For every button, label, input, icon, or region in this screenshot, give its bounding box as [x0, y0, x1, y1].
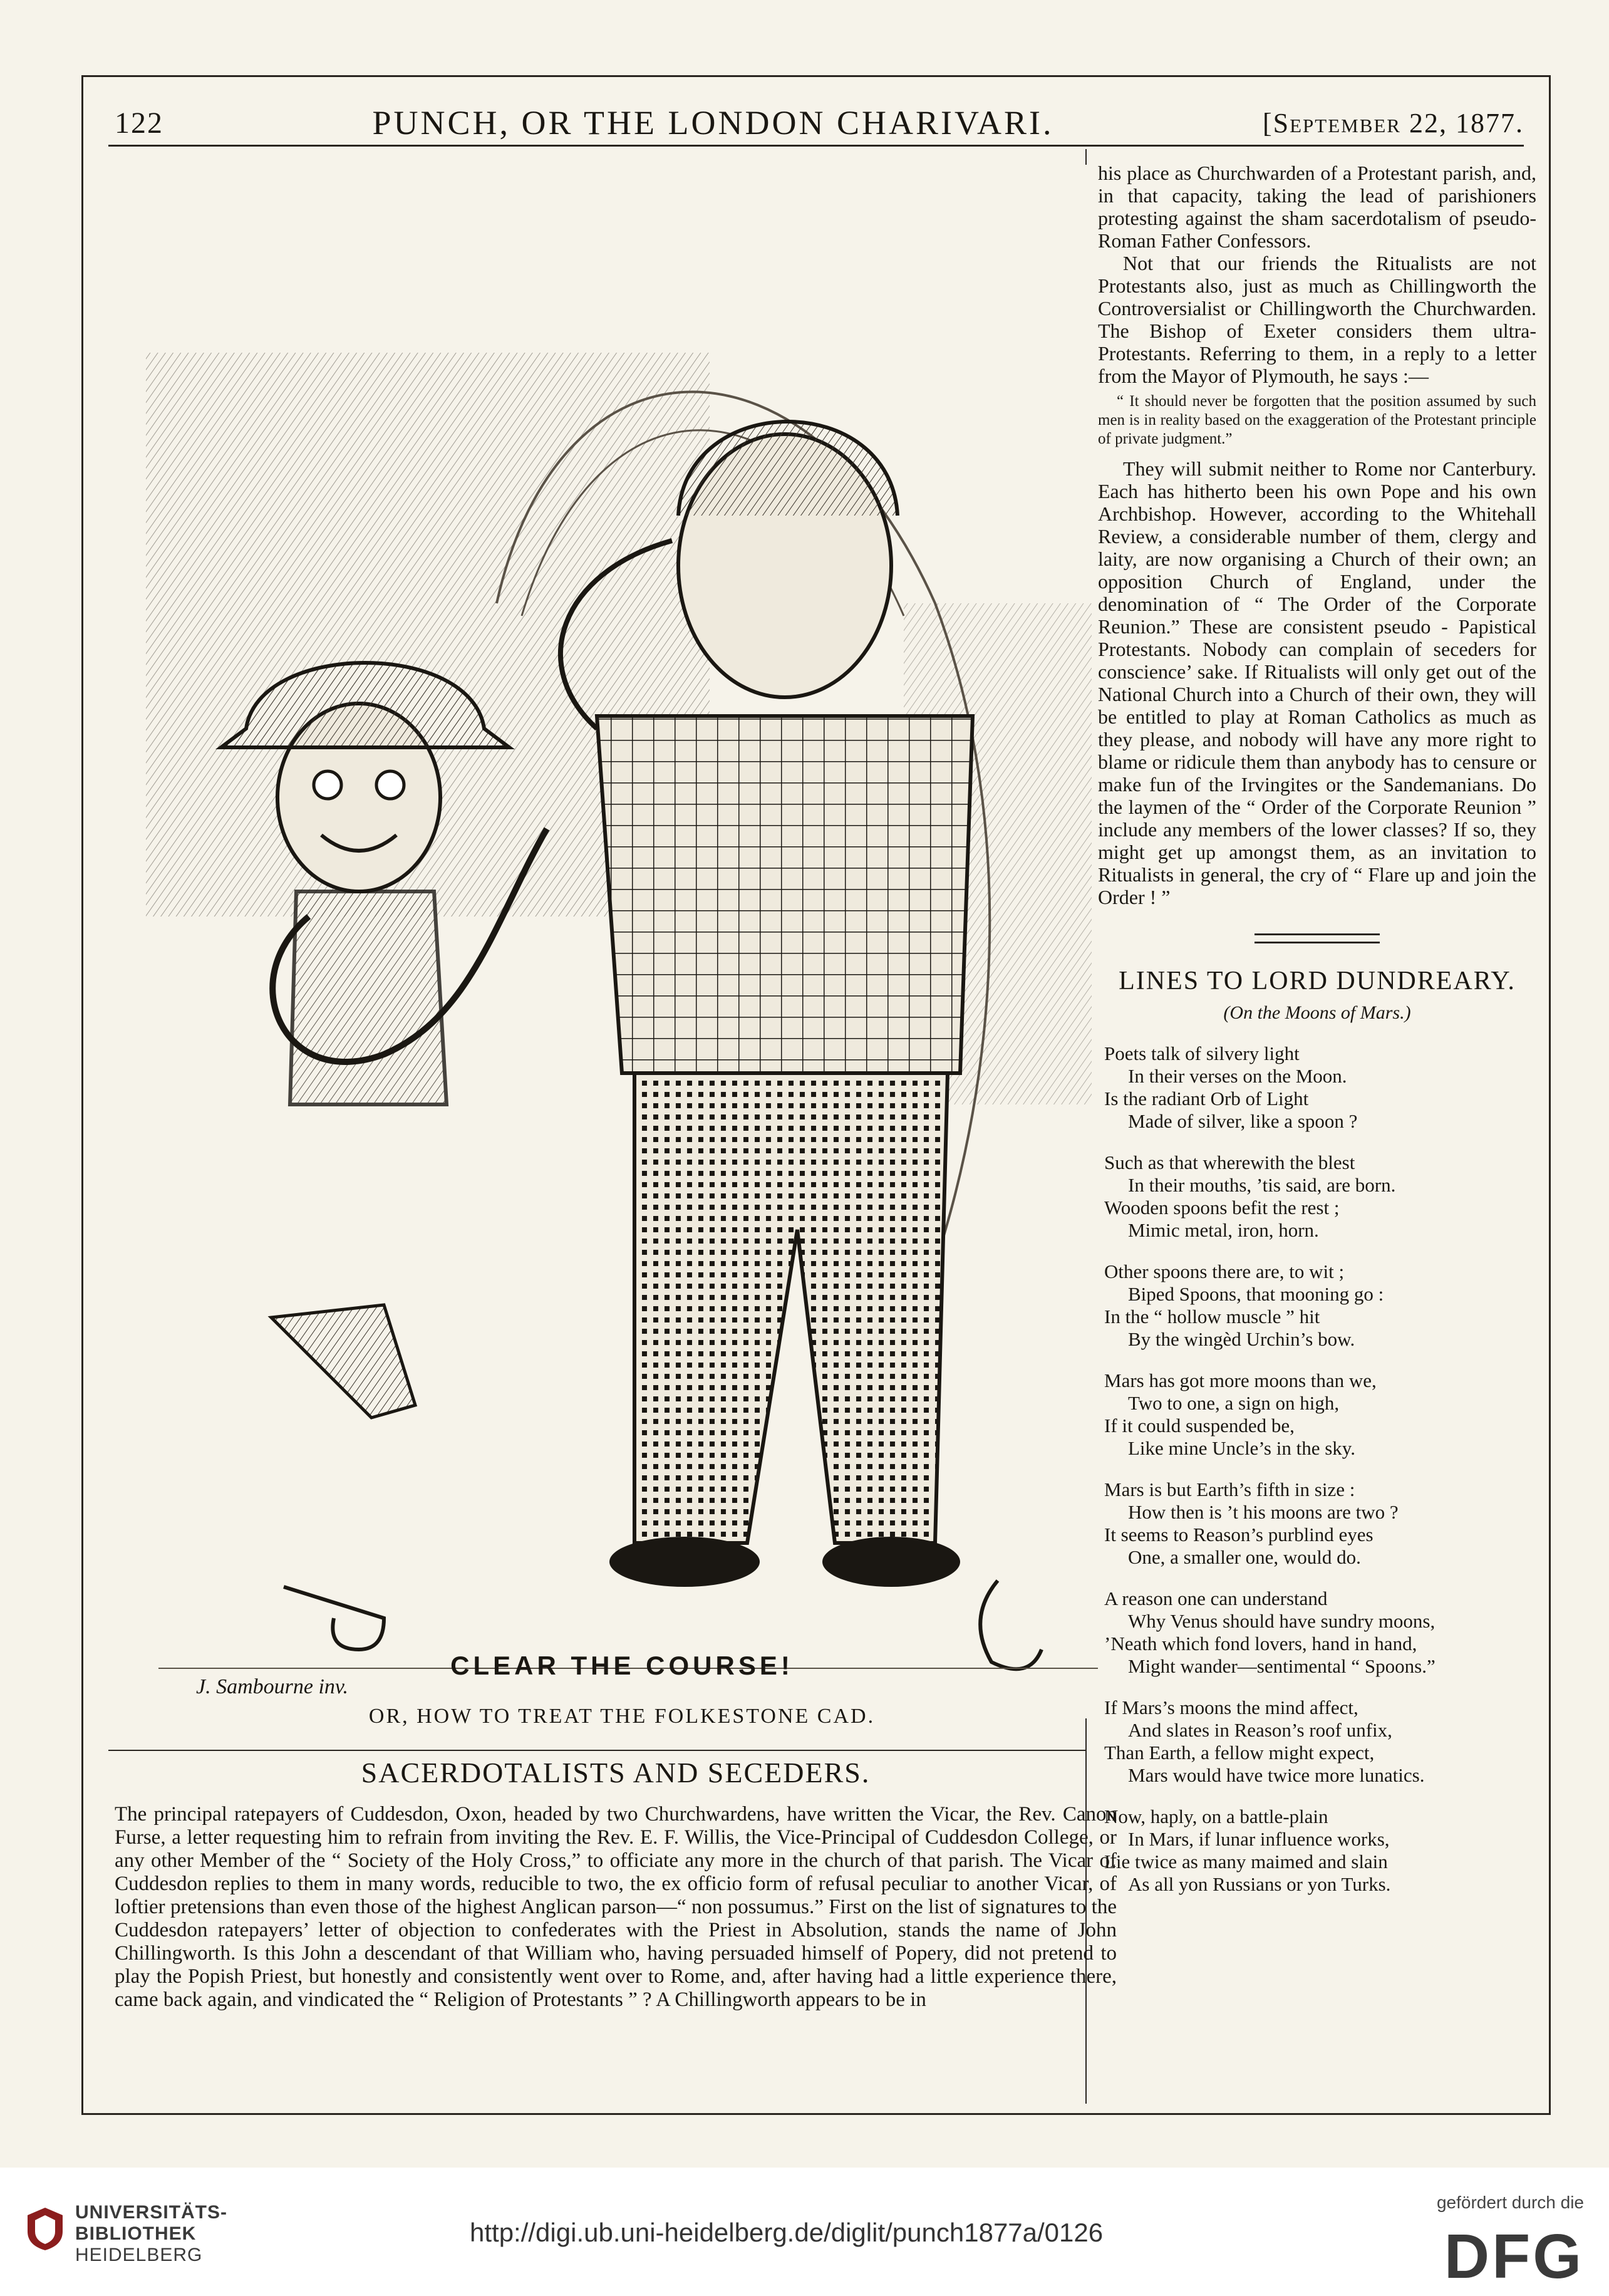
right-para-2: Not that our friends the Ritualists are not Protestants also, just as much as Chillingworth the Controversialist or Chillingworth the Churchwarden. The Bishop of Exeter considers them ultra-Protestants. Referring to them, in a reply to a letter from the Mayor of Plymouth, he says :— [1098, 252, 1536, 387]
poem-line: Mimic metal, iron, horn. [1128, 1219, 1319, 1241]
poem-line: Mars is but Earth’s fifth in size : [1104, 1478, 1355, 1500]
poem-line: Lie twice as many maimed and slain [1104, 1851, 1388, 1873]
poem-line: Mars has got more moons than we, [1104, 1369, 1377, 1391]
right-para-3: They will submit neither to Rome nor Canterbury. Each has hitherto been his own Pope and his own Archbishop. However, according to the Whitehall Review, a considerable number of them, clergy and laity, are now organising a Church of their own; an opposition Church of England, under the denomination of “ The Order of the Corporate Reunion.” These are consistent pseudo - Papistical Protestants. Nobody can complain of seceders for conscience’ sake. If Ritualists will only get out of the National Church into a Church of their own, they will be entitled to play at Roman Catholics as much as they please, and nobody will have any more right to blame or ridicule them than anybody has to censure or make fun of the Irvingites or the Sandemanians. Do the laymen of the “ Order of the Corporate Reunion ” include any members of the lower classes? If so, they might get up amongst them, as an invitation to Ritualists in general, the cry of “ Flare up and join the Order ! ” [1098, 457, 1536, 908]
poem-line: By the wingèd Urchin’s bow. [1128, 1328, 1355, 1350]
article-sacerdotalists [115, 1756, 1117, 2012]
poem-stanza [1098, 1478, 1536, 1569]
cartoon-illustration [121, 165, 1123, 1718]
newspaper-page [81, 75, 1551, 2115]
poem-body [1098, 1042, 1536, 1896]
poem-line: In the “ hollow muscle ” hit [1104, 1306, 1320, 1327]
article-body: The principal ratepayers of Cuddesdon, Oxon, headed by two Churchwardens, have written the Vicar, the Rev. Canon Furse, a letter requesting him to refrain from inviting the Rev. E. F. Willis, the Vice-Principal of Cuddesdon College, or any other Member of the “ Society of the Holy Cross,” to officiate any more in the church of that parish. The Vicar of Cuddesdon replies to them in many words, reducible to two, the ex officio form of refusal peculiar to another Vicar, of loftier pretensions than even those of the highest Anglican parson—“ non possumus.” First on the list of signatures to the Cuddesdon ratepayers’ letter of objection to confederates with the Priest in Absolution, stands the name of John Chillingworth. Is this John a descendant of that William who, having persuaded himself of Popery, did not pretend to play the Popish Priest, but honestly and consistently went over to Rome, and, after having had a little experience there, came back again, and vindicated the “ Religion of Protestants ” ? A Chillingworth appears to be in [115, 1803, 1117, 2011]
sponsor-text: gefördert durch die [1436, 2193, 1584, 2212]
poem-stanza [1098, 1696, 1536, 1787]
poem-line: Is the radiant Orb of Light [1104, 1088, 1309, 1109]
poem-line: ’Neath which fond lovers, hand in hand, [1104, 1633, 1417, 1654]
poem-stanza [1098, 1805, 1536, 1896]
poem-line: Than Earth, a fellow might expect, [1104, 1742, 1375, 1764]
poem-stanza [1098, 1260, 1536, 1351]
poem-line: If Mars’s moons the mind affect, [1104, 1696, 1358, 1718]
page-header [115, 95, 1524, 151]
poem-line: Might wander—sentimental “ Spoons.” [1128, 1655, 1436, 1677]
poem-subtitle: (On the Moons of Mars.) [1223, 1002, 1411, 1023]
poem-line: A reason one can understand [1104, 1587, 1328, 1609]
page-number: 122 [115, 106, 163, 140]
university-seal-icon [25, 2206, 65, 2252]
poem-line: Biped Spoons, that mooning go : [1128, 1283, 1384, 1305]
poem-line: If it could suspended be, [1104, 1415, 1295, 1436]
library-line-2: BIBLIOTHEK [75, 2223, 197, 2244]
poem-line: Such as that wherewith the blest [1104, 1151, 1355, 1173]
footer-bar [0, 2168, 1609, 2296]
section-divider [1255, 933, 1380, 943]
poem-title: LINES TO LORD DUNDREARY. [1119, 967, 1516, 995]
poem-stanza [1098, 1151, 1536, 1242]
poem-line: And slates in Reason’s roof unfix, [1128, 1719, 1392, 1741]
poem-line: Wooden spoons befit the rest ; [1104, 1197, 1340, 1218]
issue-date: [September 22, 1877. [1262, 107, 1524, 138]
poem-line: Two to one, a sign on high, [1128, 1392, 1340, 1414]
source-url-link[interactable]: http://digi.ub.uni-heidelberg.de/diglit/punch1877a/0126 [470, 2218, 1104, 2247]
poem-line: As all yon Russians or yon Turks. [1128, 1873, 1391, 1895]
publication-title: PUNCH, OR THE LONDON CHARIVARI. [372, 104, 1054, 142]
dfg-logo: DFG [1444, 2221, 1584, 2292]
article-title: SACERDOTALISTS AND SECEDERS. [361, 1757, 871, 1789]
poem-stanza [1098, 1369, 1536, 1460]
poem-line: Made of silver, like a spoon ? [1128, 1110, 1358, 1132]
cartoon-article-divider [108, 1750, 1085, 1751]
cartoon-caption-subtitle: OR, HOW TO TREAT THE FOLKESTONE CAD. [368, 1705, 876, 1728]
poem-line: Now, haply, on a battle-plain [1104, 1805, 1328, 1827]
poem-line: Mars would have twice more lunatics. [1128, 1764, 1425, 1786]
poem-line: In their verses on the Moon. [1128, 1065, 1347, 1087]
poem-line: One, a smaller one, would do. [1128, 1546, 1361, 1568]
bishop-quote: “ It should never be forgotten that the position assumed by such men is in reality based on the exaggeration of the Protestant principle of private judgment.” [1098, 393, 1536, 447]
right-para-1: his place as Churchwarden of a Protestant parish, and, in that capacity, taking the lead of parishioners protesting against the sham sacerdotalism of pseudo-Roman Father Confessors. [1098, 162, 1536, 252]
cartoon-caption-title: CLEAR THE COURSE! [450, 1651, 794, 1680]
library-line-3: HEIDELBERG [75, 2245, 203, 2265]
poem-line: How then is ’t his moons are two ? [1128, 1501, 1399, 1523]
artist-signature: J. Sambourne inv. [196, 1675, 348, 1698]
poem-line: It seems to Reason’s purblind eyes [1104, 1524, 1374, 1545]
poem-line: Poets talk of silvery light [1104, 1042, 1300, 1064]
header-rule [108, 145, 1524, 147]
right-column [1098, 162, 1536, 1896]
cartoon-drawing [121, 165, 1123, 1718]
library-line-1: UNIVERSITÄTS- [75, 2202, 228, 2223]
poem-line: Why Venus should have sundry moons, [1128, 1610, 1436, 1632]
poem-line: Other spoons there are, to wit ; [1104, 1260, 1345, 1282]
poem-stanza [1098, 1587, 1536, 1678]
poem-stanza [1098, 1042, 1536, 1133]
poem-line: In Mars, if lunar influence works, [1128, 1828, 1390, 1850]
poem-line: Like mine Uncle’s in the sky. [1128, 1437, 1356, 1459]
poem-line: In their mouths, ’tis said, are born. [1128, 1174, 1396, 1196]
library-name [75, 2202, 227, 2266]
